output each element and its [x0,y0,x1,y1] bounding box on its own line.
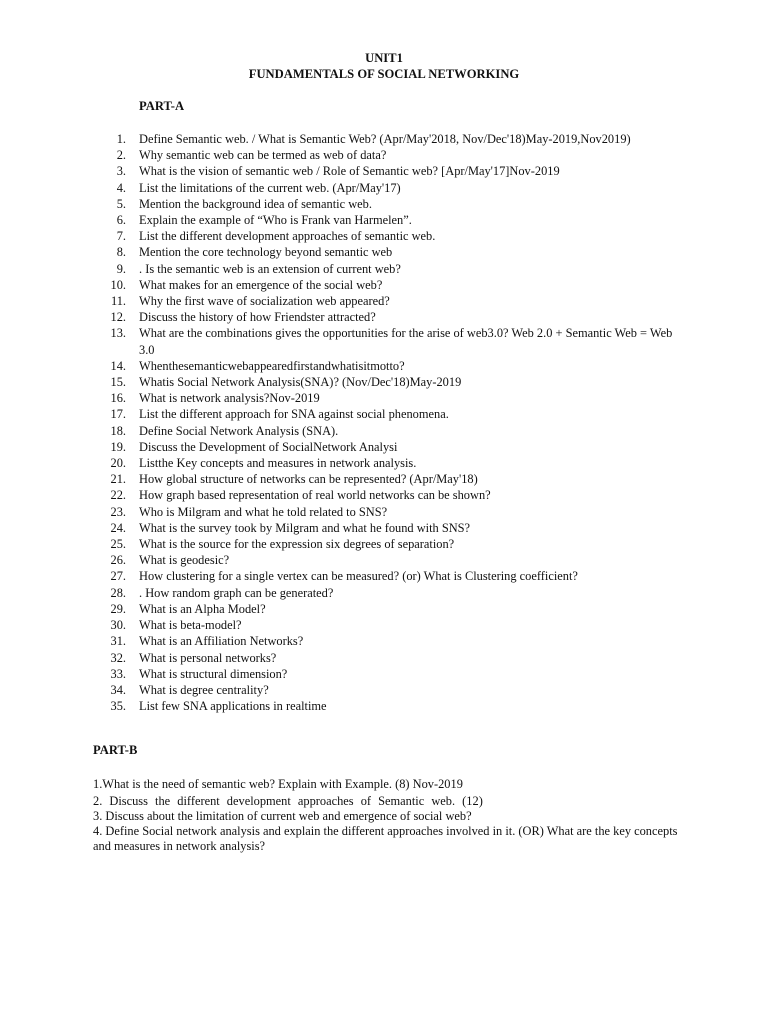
part-a-question [108,196,688,212]
part-a-question [108,455,688,471]
part-a-question [108,698,688,714]
question-text: What is structural dimension? [139,666,288,681]
question-number: 28. [110,585,126,600]
question-text: List the limitations of the current web. (Apr/May'17) [139,180,401,195]
question-text: What is the vision of semantic web / Role of Semantic web? [Apr/May'17]Nov-2019 [139,164,560,179]
question-text: List the different development approaches of semantic web. [139,229,436,244]
question-text: List few SNA applications in realtime [139,699,327,714]
part-a-question [108,650,688,666]
question-number: 17. [110,407,126,422]
question-number: 10. [110,277,126,292]
part-a-question [108,520,688,536]
question-text: How graph based representation of real world networks can be shown? [139,488,491,503]
question-text: Mention the background idea of semantic web. [139,196,372,211]
part-a-question [108,504,688,520]
question-number: 32. [110,650,126,665]
part-a-question [108,228,688,244]
question-text: Discuss the history of how Friendster attracted? [139,310,376,325]
question-number: 3. [116,164,126,179]
part-a-question [108,277,688,293]
question-text: Listthe Key concepts and measures in network analysis. [139,456,417,471]
part-a-question [108,293,688,309]
question-number: 2. [116,148,126,163]
question-text: What is the source for the expression six degrees of separation? [139,537,455,552]
question-text: How global structure of networks can be represented? (Apr/May'18) [139,472,478,487]
question-text: Mention the core technology beyond semantic web [139,245,393,260]
question-number: 19. [110,439,126,454]
part-a-question-list [108,131,688,714]
part-a-question [108,406,688,422]
question-number: 35. [110,699,126,714]
part-a-question [108,261,688,277]
question-number: 4. [116,180,126,195]
part-b-question: 2. Discuss the different development approaches of Semantic web. (12) [93,794,483,808]
question-number: 9. [116,261,126,276]
question-text: What is degree centrality? [139,682,269,697]
part-a-question [108,309,688,325]
part-a-question [108,552,688,568]
part-a-question [108,633,688,649]
question-number: 21. [110,472,126,487]
question-text: What is geodesic? [139,553,230,568]
part-a-question [108,212,688,228]
part-a-question [108,585,688,601]
question-number: 14. [110,358,126,373]
part-a-question [108,147,688,163]
part-a-question [108,536,688,552]
question-number: 29. [110,601,126,616]
question-text: Discuss the Development of SocialNetwork Analysi [139,439,398,454]
question-text: . Is the semantic web is an extension of current web? [139,261,401,276]
question-number: 8. [116,245,126,260]
question-number: 34. [110,682,126,697]
question-text: What is network analysis?Nov-2019 [139,391,320,406]
part-a-question [108,180,688,196]
question-text: What is personal networks? [139,650,277,665]
part-a-question [108,325,688,357]
question-number: 33. [110,666,126,681]
part-a-question [108,163,688,179]
question-number: 16. [110,391,126,406]
part-a-question [108,487,688,503]
part-a-question [108,471,688,487]
question-number: 18. [110,423,126,438]
part-a-question [108,666,688,682]
document-title: FUNDAMENTALS OF SOCIAL NETWORKING [248,67,520,81]
question-number: 12. [110,310,126,325]
question-text: How clustering for a single vertex can be measured? (or) What is Clustering coefficient? [139,569,578,584]
part-a-question [108,358,688,374]
question-number: 25. [110,537,126,552]
question-text: Whatis Social Network Analysis(SNA)? (Nov/Dec'18)May-2019 [139,375,462,390]
part-a-question [108,374,688,390]
question-text: Define Social Network Analysis (SNA). [139,423,339,438]
question-number: 6. [116,213,126,228]
question-number: 5. [116,196,126,211]
question-number: 26. [110,553,126,568]
question-text: What is beta-model? [139,618,242,633]
question-number: 23. [110,504,126,519]
question-number: 27. [110,569,126,584]
question-number: 11. [110,294,126,309]
part-a-question [108,131,688,147]
part-a-question [108,682,688,698]
question-number: 15. [110,375,126,390]
question-text: Whenthesemanticwebappearedfirstandwhatisitmotto? [139,358,405,373]
unit-label: UNIT1 [365,51,403,65]
part-a-question [108,244,688,260]
part-a-question [108,601,688,617]
question-text: What is the survey took by Milgram and what he found with SNS? [139,520,471,535]
part-a-question [108,390,688,406]
part-a-question [108,423,688,439]
question-text: What are the combinations gives the opportunities for the arise of web3.0? Web 2.0 + Semantic Web = Web 3.0 [139,326,673,357]
question-number: 22. [110,488,126,503]
question-text: Why the first wave of socialization web appeared? [139,294,390,309]
question-text: Define Semantic web. / What is Semantic Web? (Apr/May'2018, Nov/Dec'18)May-2019,Nov2019) [139,132,631,146]
question-number: 30. [110,618,126,633]
question-text: Who is Milgram and what he told related to SNS? [139,504,388,519]
question-number: 1. [116,132,126,146]
question-text: . How random graph can be generated? [139,585,334,600]
part-a-heading: PART-A [139,99,185,113]
question-text: What is an Affiliation Networks? [139,634,304,649]
question-number: 31. [110,634,126,649]
part-a-question [108,617,688,633]
question-text: Why semantic web can be termed as web of data? [139,148,387,163]
question-number: 7. [116,229,126,244]
part-b-question-list [93,777,693,854]
question-text: Explain the example of “Who is Frank van Harmelen”. [139,213,412,228]
part-b-question: 3. Discuss about the limitation of current web and emergence of social web? [93,809,472,823]
question-text: What makes for an emergence of the social web? [139,277,383,292]
question-number: 24. [110,520,126,535]
part-b-question: 4. Define Social network analysis and explain the different approaches involved in it. (OR) What are the key concepts and measures in network analysis? [93,824,678,853]
part-a-question [108,568,688,584]
part-b-heading: PART-B [93,743,138,757]
question-number: 20. [110,456,126,471]
question-number: 13. [110,326,126,341]
question-text: List the different approach for SNA against social phenomena. [139,407,449,422]
question-text: What is an Alpha Model? [139,601,266,616]
part-a-question [108,439,688,455]
part-b-question: 1.What is the need of semantic web? Explain with Example. (8) Nov-2019 [93,777,463,791]
